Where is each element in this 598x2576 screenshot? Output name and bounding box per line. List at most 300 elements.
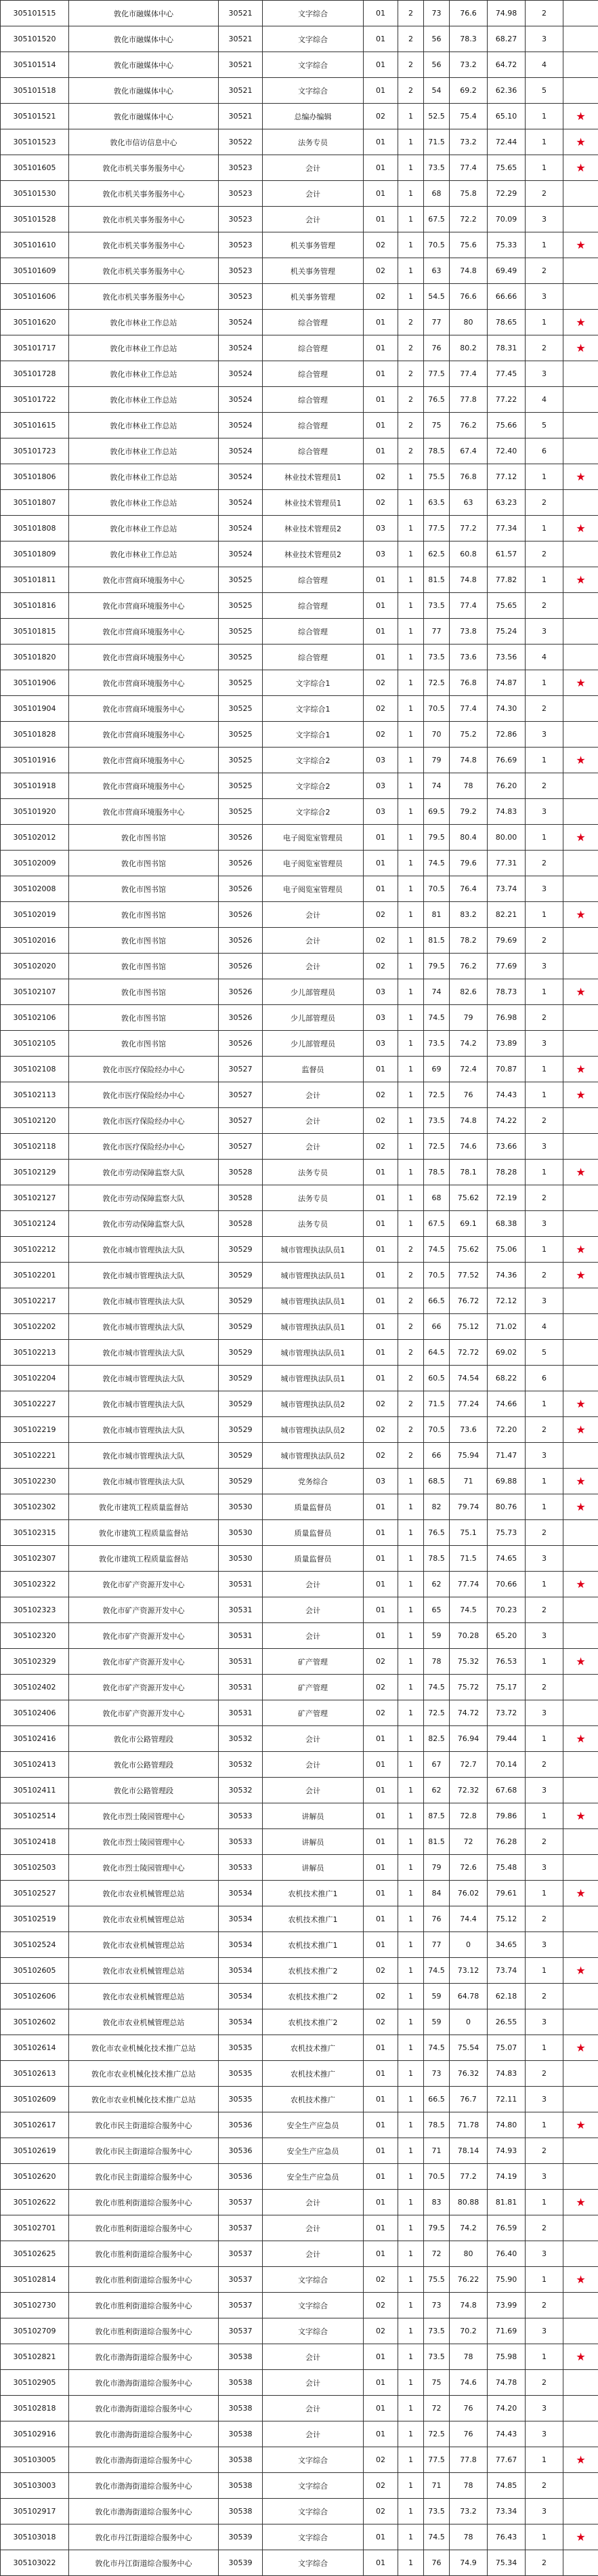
position-code-cell: 02 [364, 1649, 398, 1675]
total-score-cell: 62.18 [488, 1984, 526, 2009]
selected-mark-cell [563, 696, 598, 722]
exam-id-cell: 305101520 [1, 26, 69, 52]
table-row [1, 361, 598, 387]
position-name-cell: 综合管理 [263, 335, 364, 361]
rank-cell: 1 [526, 1572, 563, 1597]
position-code-cell: 01 [364, 2061, 398, 2087]
rank-cell: 1 [526, 2267, 563, 2293]
total-score-cell: 75.48 [488, 1855, 526, 1881]
quota-cell: 1 [398, 748, 424, 773]
unit-code-cell: 30524 [219, 516, 263, 541]
position-code-cell: 01 [364, 1803, 398, 1829]
unit-code-cell: 30527 [219, 1108, 263, 1134]
unit-code-cell: 30534 [219, 1881, 263, 1906]
rank-cell: 1 [526, 1958, 563, 1984]
position-name-cell: 电子阅览室管理员 [263, 876, 364, 902]
rank-cell: 5 [526, 1340, 563, 1366]
position-code-cell: 03 [364, 799, 398, 825]
interview-score-cell: 71.5 [450, 1546, 488, 1572]
position-code-cell: 01 [364, 413, 398, 438]
table-row [1, 1649, 598, 1675]
position-name-cell: 文字综合 [263, 2267, 364, 2293]
written-score-cell: 52.5 [424, 104, 450, 129]
unit-name-cell: 敦化市城市管理执法大队 [69, 1366, 219, 1391]
position-code-cell: 01 [364, 1572, 398, 1597]
unit-code-cell: 30523 [219, 258, 263, 284]
position-code-cell: 03 [364, 541, 398, 567]
selected-mark-cell: ★ [563, 2112, 598, 2138]
unit-code-cell: 30530 [219, 1494, 263, 1520]
written-score-cell: 69 [424, 1057, 450, 1082]
written-score-cell: 78.5 [424, 438, 450, 464]
position-name-cell: 会计 [263, 1597, 364, 1623]
unit-code-cell: 30524 [219, 413, 263, 438]
unit-name-cell: 敦化市信访信息中心 [69, 129, 219, 155]
interview-score-cell: 77.2 [450, 516, 488, 541]
selected-mark-cell [563, 1340, 598, 1366]
unit-code-cell: 30525 [219, 799, 263, 825]
unit-code-cell: 30534 [219, 1906, 263, 1932]
selected-mark-cell: ★ [563, 902, 598, 928]
unit-name-cell: 敦化市图书馆 [69, 954, 219, 979]
written-score-cell: 74.5 [424, 1005, 450, 1031]
interview-score-cell: 78.1 [450, 1160, 488, 1185]
interview-score-cell: 77.8 [450, 2447, 488, 2473]
written-score-cell: 54.5 [424, 284, 450, 310]
position-name-cell: 会计 [263, 155, 364, 181]
unit-name-cell: 敦化市图书馆 [69, 928, 219, 954]
rank-cell: 3 [526, 1855, 563, 1881]
position-code-cell: 01 [364, 619, 398, 645]
selected-mark-cell [563, 490, 598, 516]
selected-mark-cell [563, 722, 598, 748]
exam-id-cell: 305102916 [1, 2421, 69, 2447]
position-code-cell: 02 [364, 258, 398, 284]
position-code-cell: 02 [364, 104, 398, 129]
rank-cell: 1 [526, 2447, 563, 2473]
unit-name-cell: 敦化市机关事务服务中心 [69, 284, 219, 310]
quota-cell: 1 [398, 773, 424, 799]
unit-code-cell: 30528 [219, 1160, 263, 1185]
selected-mark-cell [563, 387, 598, 413]
written-score-cell: 81.5 [424, 1829, 450, 1855]
table-row [1, 696, 598, 722]
table-row [1, 1237, 598, 1263]
selected-mark-cell [563, 1134, 598, 1160]
table-row [1, 902, 598, 928]
unit-code-cell: 30529 [219, 1314, 263, 1340]
unit-name-cell: 敦化市机关事务服务中心 [69, 207, 219, 232]
quota-cell: 1 [398, 619, 424, 645]
position-name-cell: 城市管理执法队员1 [263, 1237, 364, 1263]
unit-code-cell: 30535 [219, 2087, 263, 2112]
written-score-cell: 76 [424, 335, 450, 361]
interview-score-cell: 74.54 [450, 1366, 488, 1391]
rank-cell: 2 [526, 1984, 563, 2009]
selected-mark-cell [563, 1623, 598, 1649]
unit-name-cell: 敦化市机关事务服务中心 [69, 155, 219, 181]
selected-mark-cell [563, 2473, 598, 2499]
interview-score-cell: 72.72 [450, 1340, 488, 1366]
total-score-cell: 80.76 [488, 1494, 526, 1520]
unit-code-cell: 30521 [219, 26, 263, 52]
position-name-cell: 文字综合 [263, 26, 364, 52]
rank-cell: 1 [526, 1494, 563, 1520]
unit-code-cell: 30521 [219, 78, 263, 104]
unit-name-cell: 敦化市建筑工程质量监督站 [69, 1494, 219, 1520]
position-code-cell: 01 [364, 2370, 398, 2396]
selected-mark-cell [563, 2370, 598, 2396]
written-score-cell: 71.5 [424, 1391, 450, 1417]
position-code-cell: 02 [364, 1984, 398, 2009]
written-score-cell: 73.5 [424, 645, 450, 670]
unit-code-cell: 30525 [219, 619, 263, 645]
rank-cell: 1 [526, 2524, 563, 2550]
position-name-cell: 文字综合 [263, 2524, 364, 2550]
quota-cell: 2 [398, 1288, 424, 1314]
position-code-cell: 02 [364, 1443, 398, 1469]
exam-id-cell: 305101609 [1, 258, 69, 284]
table-row [1, 1520, 598, 1546]
total-score-cell: 72.20 [488, 1417, 526, 1443]
selected-mark-cell [563, 2087, 598, 2112]
unit-code-cell: 30525 [219, 748, 263, 773]
written-score-cell: 74.5 [424, 2524, 450, 2550]
table-row [1, 851, 598, 876]
total-score-cell: 73.56 [488, 645, 526, 670]
table-row [1, 748, 598, 773]
exam-id-cell: 305102622 [1, 2190, 69, 2215]
selected-mark-cell: ★ [563, 670, 598, 696]
interview-score-cell: 74.5 [450, 1597, 488, 1623]
total-score-cell: 77.82 [488, 567, 526, 593]
position-code-cell: 01 [364, 1494, 398, 1520]
unit-code-cell: 30529 [219, 1340, 263, 1366]
selected-mark-cell: ★ [563, 1881, 598, 1906]
exam-id-cell: 305102230 [1, 1469, 69, 1494]
position-name-cell: 林业技术管理员1 [263, 464, 364, 490]
selected-mark-cell [563, 1752, 598, 1778]
unit-name-cell: 敦化市农业机械管理总站 [69, 1881, 219, 1906]
interview-score-cell: 75.62 [450, 1185, 488, 1211]
rank-cell: 3 [526, 361, 563, 387]
exam-id-cell: 305102320 [1, 1623, 69, 1649]
quota-cell: 1 [398, 1829, 424, 1855]
table-row [1, 1185, 598, 1211]
interview-score-cell: 60.8 [450, 541, 488, 567]
selected-mark-cell [563, 78, 598, 104]
selected-mark-cell [563, 258, 598, 284]
interview-score-cell: 77.4 [450, 696, 488, 722]
exam-id-cell: 305101620 [1, 310, 69, 335]
selected-mark-cell [563, 438, 598, 464]
table-row [1, 2293, 598, 2318]
position-name-cell: 文字综合 [263, 2499, 364, 2524]
interview-score-cell: 76.22 [450, 2267, 488, 2293]
written-score-cell: 56 [424, 52, 450, 78]
unit-name-cell: 敦化市劳动保障监察大队 [69, 1211, 219, 1237]
position-code-cell: 03 [364, 748, 398, 773]
rank-cell: 2 [526, 1005, 563, 1031]
quota-cell: 2 [398, 1237, 424, 1263]
quota-cell: 1 [398, 2112, 424, 2138]
quota-cell: 1 [398, 2421, 424, 2447]
rank-cell: 2 [526, 1185, 563, 1211]
interview-score-cell: 75.12 [450, 1314, 488, 1340]
unit-code-cell: 30531 [219, 1700, 263, 1726]
quota-cell: 1 [398, 928, 424, 954]
total-score-cell: 77.31 [488, 851, 526, 876]
position-name-cell: 综合管理 [263, 310, 364, 335]
quota-cell: 1 [398, 2473, 424, 2499]
table-row [1, 1752, 598, 1778]
position-name-cell: 城市管理执法队员2 [263, 1443, 364, 1469]
unit-name-cell: 敦化市劳动保障监察大队 [69, 1185, 219, 1211]
quota-cell: 2 [398, 1314, 424, 1340]
exam-id-cell: 305102012 [1, 825, 69, 851]
unit-code-cell: 30529 [219, 1366, 263, 1391]
position-code-cell: 01 [364, 593, 398, 619]
position-code-cell: 01 [364, 1520, 398, 1546]
unit-code-cell: 30535 [219, 2061, 263, 2087]
position-code-cell: 01 [364, 1881, 398, 1906]
unit-code-cell: 30526 [219, 851, 263, 876]
exam-id-cell: 305102124 [1, 1211, 69, 1237]
unit-code-cell: 30529 [219, 1417, 263, 1443]
position-code-cell: 02 [364, 2267, 398, 2293]
position-name-cell: 文字综合 [263, 2293, 364, 2318]
position-code-cell: 01 [364, 438, 398, 464]
exam-id-cell: 305102821 [1, 2344, 69, 2370]
position-code-cell: 01 [364, 2164, 398, 2190]
total-score-cell: 71.47 [488, 1443, 526, 1469]
unit-name-cell: 敦化市烈士陵园管理中心 [69, 1855, 219, 1881]
position-name-cell: 会计 [263, 1572, 364, 1597]
position-name-cell: 农机技术推广2 [263, 2009, 364, 2035]
quota-cell: 1 [398, 2035, 424, 2061]
unit-code-cell: 30525 [219, 722, 263, 748]
total-score-cell: 75.06 [488, 1237, 526, 1263]
exam-id-cell: 305102202 [1, 1314, 69, 1340]
written-score-cell: 78.5 [424, 2112, 450, 2138]
rank-cell: 1 [526, 2344, 563, 2370]
table-row [1, 2318, 598, 2344]
rank-cell: 3 [526, 1211, 563, 1237]
rank-cell: 5 [526, 413, 563, 438]
position-name-cell: 城市管理执法队员1 [263, 1314, 364, 1340]
exam-id-cell: 305102019 [1, 902, 69, 928]
quota-cell: 1 [398, 1752, 424, 1778]
exam-id-cell: 305101606 [1, 284, 69, 310]
exam-id-cell: 305103005 [1, 2447, 69, 2473]
position-code-cell: 02 [364, 2318, 398, 2344]
position-code-cell: 01 [364, 52, 398, 78]
interview-score-cell: 75.94 [450, 1443, 488, 1469]
unit-code-cell: 30521 [219, 104, 263, 129]
written-score-cell: 59 [424, 2009, 450, 2035]
position-code-cell: 03 [364, 979, 398, 1005]
position-code-cell: 01 [364, 2190, 398, 2215]
interview-score-cell: 69.2 [450, 78, 488, 104]
position-name-cell: 文字综合 [263, 2550, 364, 2576]
exam-id-cell: 305102617 [1, 2112, 69, 2138]
selected-mark-cell [563, 593, 598, 619]
unit-name-cell: 敦化市矿产资源开发中心 [69, 1700, 219, 1726]
position-name-cell: 矿产管理 [263, 1700, 364, 1726]
table-row [1, 1263, 598, 1288]
unit-code-cell: 30529 [219, 1469, 263, 1494]
position-code-cell: 02 [364, 928, 398, 954]
position-code-cell: 01 [364, 1340, 398, 1366]
selected-mark-cell: ★ [563, 1726, 598, 1752]
interview-score-cell: 74.8 [450, 567, 488, 593]
exam-id-cell: 305102106 [1, 1005, 69, 1031]
interview-score-cell: 76.2 [450, 954, 488, 979]
rank-cell: 4 [526, 387, 563, 413]
total-score-cell: 79.44 [488, 1726, 526, 1752]
quota-cell: 1 [398, 1211, 424, 1237]
rank-cell: 2 [526, 593, 563, 619]
quota-cell: 2 [398, 361, 424, 387]
total-score-cell: 73.99 [488, 2293, 526, 2318]
table-row [1, 516, 598, 541]
table-row [1, 310, 598, 335]
interview-score-cell: 74.9 [450, 2550, 488, 2576]
exam-id-cell: 305102514 [1, 1803, 69, 1829]
table-row [1, 1958, 598, 1984]
rank-cell: 3 [526, 722, 563, 748]
unit-code-cell: 30523 [219, 155, 263, 181]
table-row [1, 490, 598, 516]
rank-cell: 2 [526, 2061, 563, 2087]
position-name-cell: 农机技术推广 [263, 2087, 364, 2112]
written-score-cell: 63 [424, 258, 450, 284]
table-row [1, 1391, 598, 1417]
unit-name-cell: 敦化市医疗保险经办中心 [69, 1057, 219, 1082]
exam-id-cell: 305102204 [1, 1366, 69, 1391]
total-score-cell: 75.33 [488, 232, 526, 258]
position-code-cell: 01 [364, 1288, 398, 1314]
unit-name-cell: 敦化市城市管理执法大队 [69, 1263, 219, 1288]
position-name-cell: 电子阅览室管理员 [263, 825, 364, 851]
selected-mark-cell [563, 1984, 598, 2009]
written-score-cell: 68.5 [424, 1469, 450, 1494]
unit-code-cell: 30523 [219, 181, 263, 207]
position-name-cell: 文字综合 [263, 2473, 364, 2499]
selected-mark-cell: ★ [563, 129, 598, 155]
interview-score-cell: 70.28 [450, 1623, 488, 1649]
quota-cell: 1 [398, 2344, 424, 2370]
unit-code-cell: 30536 [219, 2138, 263, 2164]
position-code-cell: 01 [364, 2241, 398, 2267]
rank-cell: 1 [526, 2035, 563, 2061]
exam-id-cell: 305101809 [1, 541, 69, 567]
total-score-cell: 70.66 [488, 1572, 526, 1597]
unit-code-cell: 30533 [219, 1829, 263, 1855]
table-row [1, 438, 598, 464]
rank-cell: 2 [526, 1, 563, 26]
exam-id-cell: 305102016 [1, 928, 69, 954]
interview-score-cell: 72 [450, 1829, 488, 1855]
interview-score-cell: 75.54 [450, 2035, 488, 2061]
exam-id-cell: 305102212 [1, 1237, 69, 1263]
exam-id-cell: 305102614 [1, 2035, 69, 2061]
written-score-cell: 69.5 [424, 799, 450, 825]
position-name-cell: 城市管理执法队员1 [263, 1340, 364, 1366]
written-score-cell: 74 [424, 979, 450, 1005]
interview-score-cell: 80 [450, 2241, 488, 2267]
rank-cell: 2 [526, 490, 563, 516]
position-name-cell: 安全生产应急员 [263, 2164, 364, 2190]
position-code-cell: 01 [364, 1855, 398, 1881]
unit-name-cell: 敦化市民主街道综合服务中心 [69, 2112, 219, 2138]
quota-cell: 2 [398, 1340, 424, 1366]
rank-cell: 3 [526, 619, 563, 645]
position-code-cell: 01 [364, 2524, 398, 2550]
unit-code-cell: 30521 [219, 52, 263, 78]
table-row [1, 155, 598, 181]
rank-cell: 1 [526, 129, 563, 155]
unit-code-cell: 30537 [219, 2241, 263, 2267]
interview-score-cell: 74.2 [450, 2215, 488, 2241]
total-score-cell: 70.09 [488, 207, 526, 232]
rank-cell: 3 [526, 2499, 563, 2524]
position-code-cell: 01 [364, 2550, 398, 2576]
total-score-cell: 82.21 [488, 902, 526, 928]
table-row [1, 2061, 598, 2087]
table-row [1, 1211, 598, 1237]
exam-id-cell: 305102406 [1, 1700, 69, 1726]
exam-id-cell: 305102602 [1, 2009, 69, 2035]
written-score-cell: 66.5 [424, 2087, 450, 2112]
selected-mark-cell [563, 1005, 598, 1031]
unit-name-cell: 敦化市胜利街道综合服务中心 [69, 2190, 219, 2215]
written-score-cell: 77 [424, 619, 450, 645]
total-score-cell: 80.00 [488, 825, 526, 851]
table-row [1, 1623, 598, 1649]
unit-code-cell: 30524 [219, 335, 263, 361]
unit-name-cell: 敦化市营商环境服务中心 [69, 567, 219, 593]
unit-code-cell: 30536 [219, 2164, 263, 2190]
quota-cell: 1 [398, 1726, 424, 1752]
rank-cell: 1 [526, 1082, 563, 1108]
quota-cell: 1 [398, 1906, 424, 1932]
position-code-cell: 02 [364, 2293, 398, 2318]
unit-name-cell: 敦化市渤海街道综合服务中心 [69, 2473, 219, 2499]
rank-cell: 3 [526, 1623, 563, 1649]
selected-mark-cell [563, 1855, 598, 1881]
total-score-cell: 76.53 [488, 1649, 526, 1675]
table-row [1, 1108, 598, 1134]
quota-cell: 1 [398, 1623, 424, 1649]
position-name-cell: 综合管理 [263, 438, 364, 464]
unit-name-cell: 敦化市渤海街道综合服务中心 [69, 2370, 219, 2396]
interview-score-cell: 0 [450, 1932, 488, 1958]
total-score-cell: 75.07 [488, 2035, 526, 2061]
unit-name-cell: 敦化市农业机械化技术推广总站 [69, 2035, 219, 2061]
rank-cell: 2 [526, 851, 563, 876]
total-score-cell: 74.80 [488, 2112, 526, 2138]
total-score-cell: 62.36 [488, 78, 526, 104]
table-row [1, 619, 598, 645]
rank-cell: 3 [526, 26, 563, 52]
exam-id-cell: 305102217 [1, 1288, 69, 1314]
selected-mark-cell [563, 1546, 598, 1572]
position-name-cell: 农机技术推广2 [263, 1984, 364, 2009]
table-row [1, 1855, 598, 1881]
table-row [1, 413, 598, 438]
selected-mark-cell [563, 2241, 598, 2267]
